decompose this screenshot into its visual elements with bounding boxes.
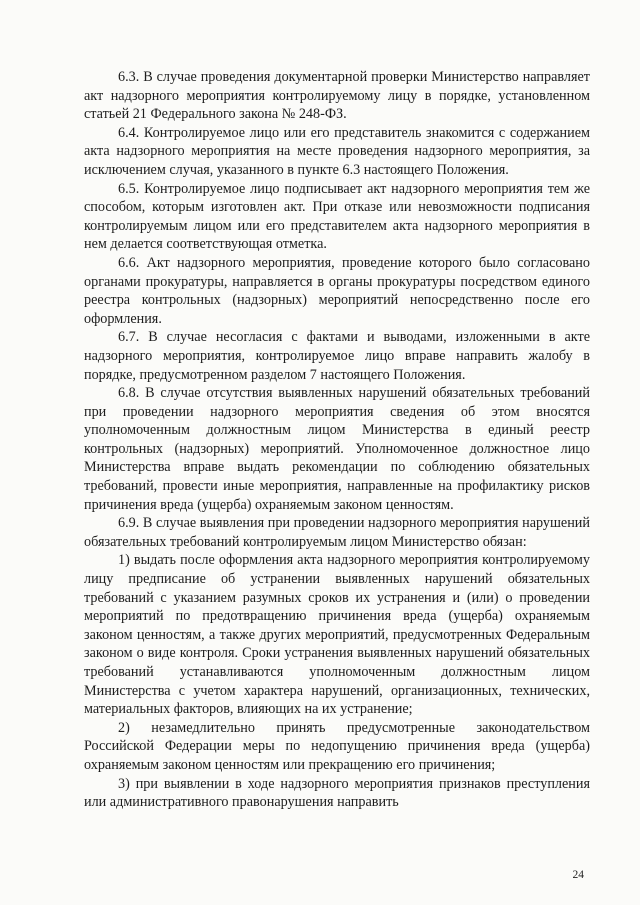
paragraph-6-3: 6.3. В случае проведения документарной проверки Министерство направляет акт надзорного мероприятия контролируемому лицу в порядке, установленном статьей 21 Федерального закона № 248-ФЗ.	[84, 69, 590, 123]
paragraph-6-8: 6.8. В случае отсутствия выявленных нарушений обязательных требований при проведении надзорного мероприятия сведения об этом вносятся уполномоченным должностным лицом Министерства в единый реестр контрольных (надзорных) мероприятий. Уполномоченное должностное лицо Министерства вправе выдать рекомендации по соблюдению обязательных требований, провести иные мероприятия, направленные на профилактику рисков причинения вреда (ущерба) охраняемым законом ценностям.	[84, 385, 590, 513]
paragraph-6-4: 6.4. Контролируемое лицо или его представитель знакомится с содержанием акта надзорного мероприятия на месте проведения надзорного мероприятия, за исключением случая, указанного в пункте 6.3 настоящего Положения.	[84, 124, 590, 178]
paragraph-6-5: 6.5. Контролируемое лицо подписывает акт надзорного мероприятия тем же способом, которым изготовлен акт. При отказе или невозможности подписания контролируемым лицом или его представителем акта надзорного мероприятия в нем делается соответствующая отметка.	[84, 180, 590, 253]
paragraph-6-9: 6.9. В случае выявления при проведении надзорного мероприятия нарушений обязательных требований контролируемым лицом Министерство обязан:	[84, 515, 590, 550]
list-item-2: 2) незамедлительно принять предусмотренные законодательством Российской Федерации меры по недопущению причинения вреда (ущерба) охраняемым законом ценностям или прекращению его причинения;	[84, 719, 590, 773]
paragraph-6-7: 6.7. В случае несогласия с фактами и выводами, изложенными в акте надзорного мероприятия, контролируемое лицо вправе направить жалобу в порядке, предусмотренном разделом 7 настоящего Положения.	[84, 329, 590, 383]
list-item-1: 1) выдать после оформления акта надзорного мероприятия контролируемому лицу предписание об устранении выявленных нарушений обязательных требований с указанием разумных сроков их устранения и (или) о проведении мероприятий по предотвращению причинения вреда (ущерба) охраняемым законом ценностям, а также других мероприятий, предусмотренных Федеральным законом о виде контроля. Сроки устранения выявленных нарушений обязательных требований устанавливаются уполномоченным должностным лицом Министерства с учетом характера нарушений, организационных, технических, материальных факторов, влияющих на их устранение;	[84, 552, 590, 718]
list-item-3: 3) при выявлении в ходе надзорного мероприятия признаков преступления или административного правонарушения направить	[84, 775, 590, 811]
document-body	[84, 68, 590, 812]
paragraph-6-6: 6.6. Акт надзорного мероприятия, проведение которого было согласовано органами прокуратуры, направляется в органы прокуратуры посредством единого реестра контрольных (надзорных) мероприятий непосредственно после его оформления.	[84, 254, 590, 327]
page-number: 24	[572, 869, 584, 881]
